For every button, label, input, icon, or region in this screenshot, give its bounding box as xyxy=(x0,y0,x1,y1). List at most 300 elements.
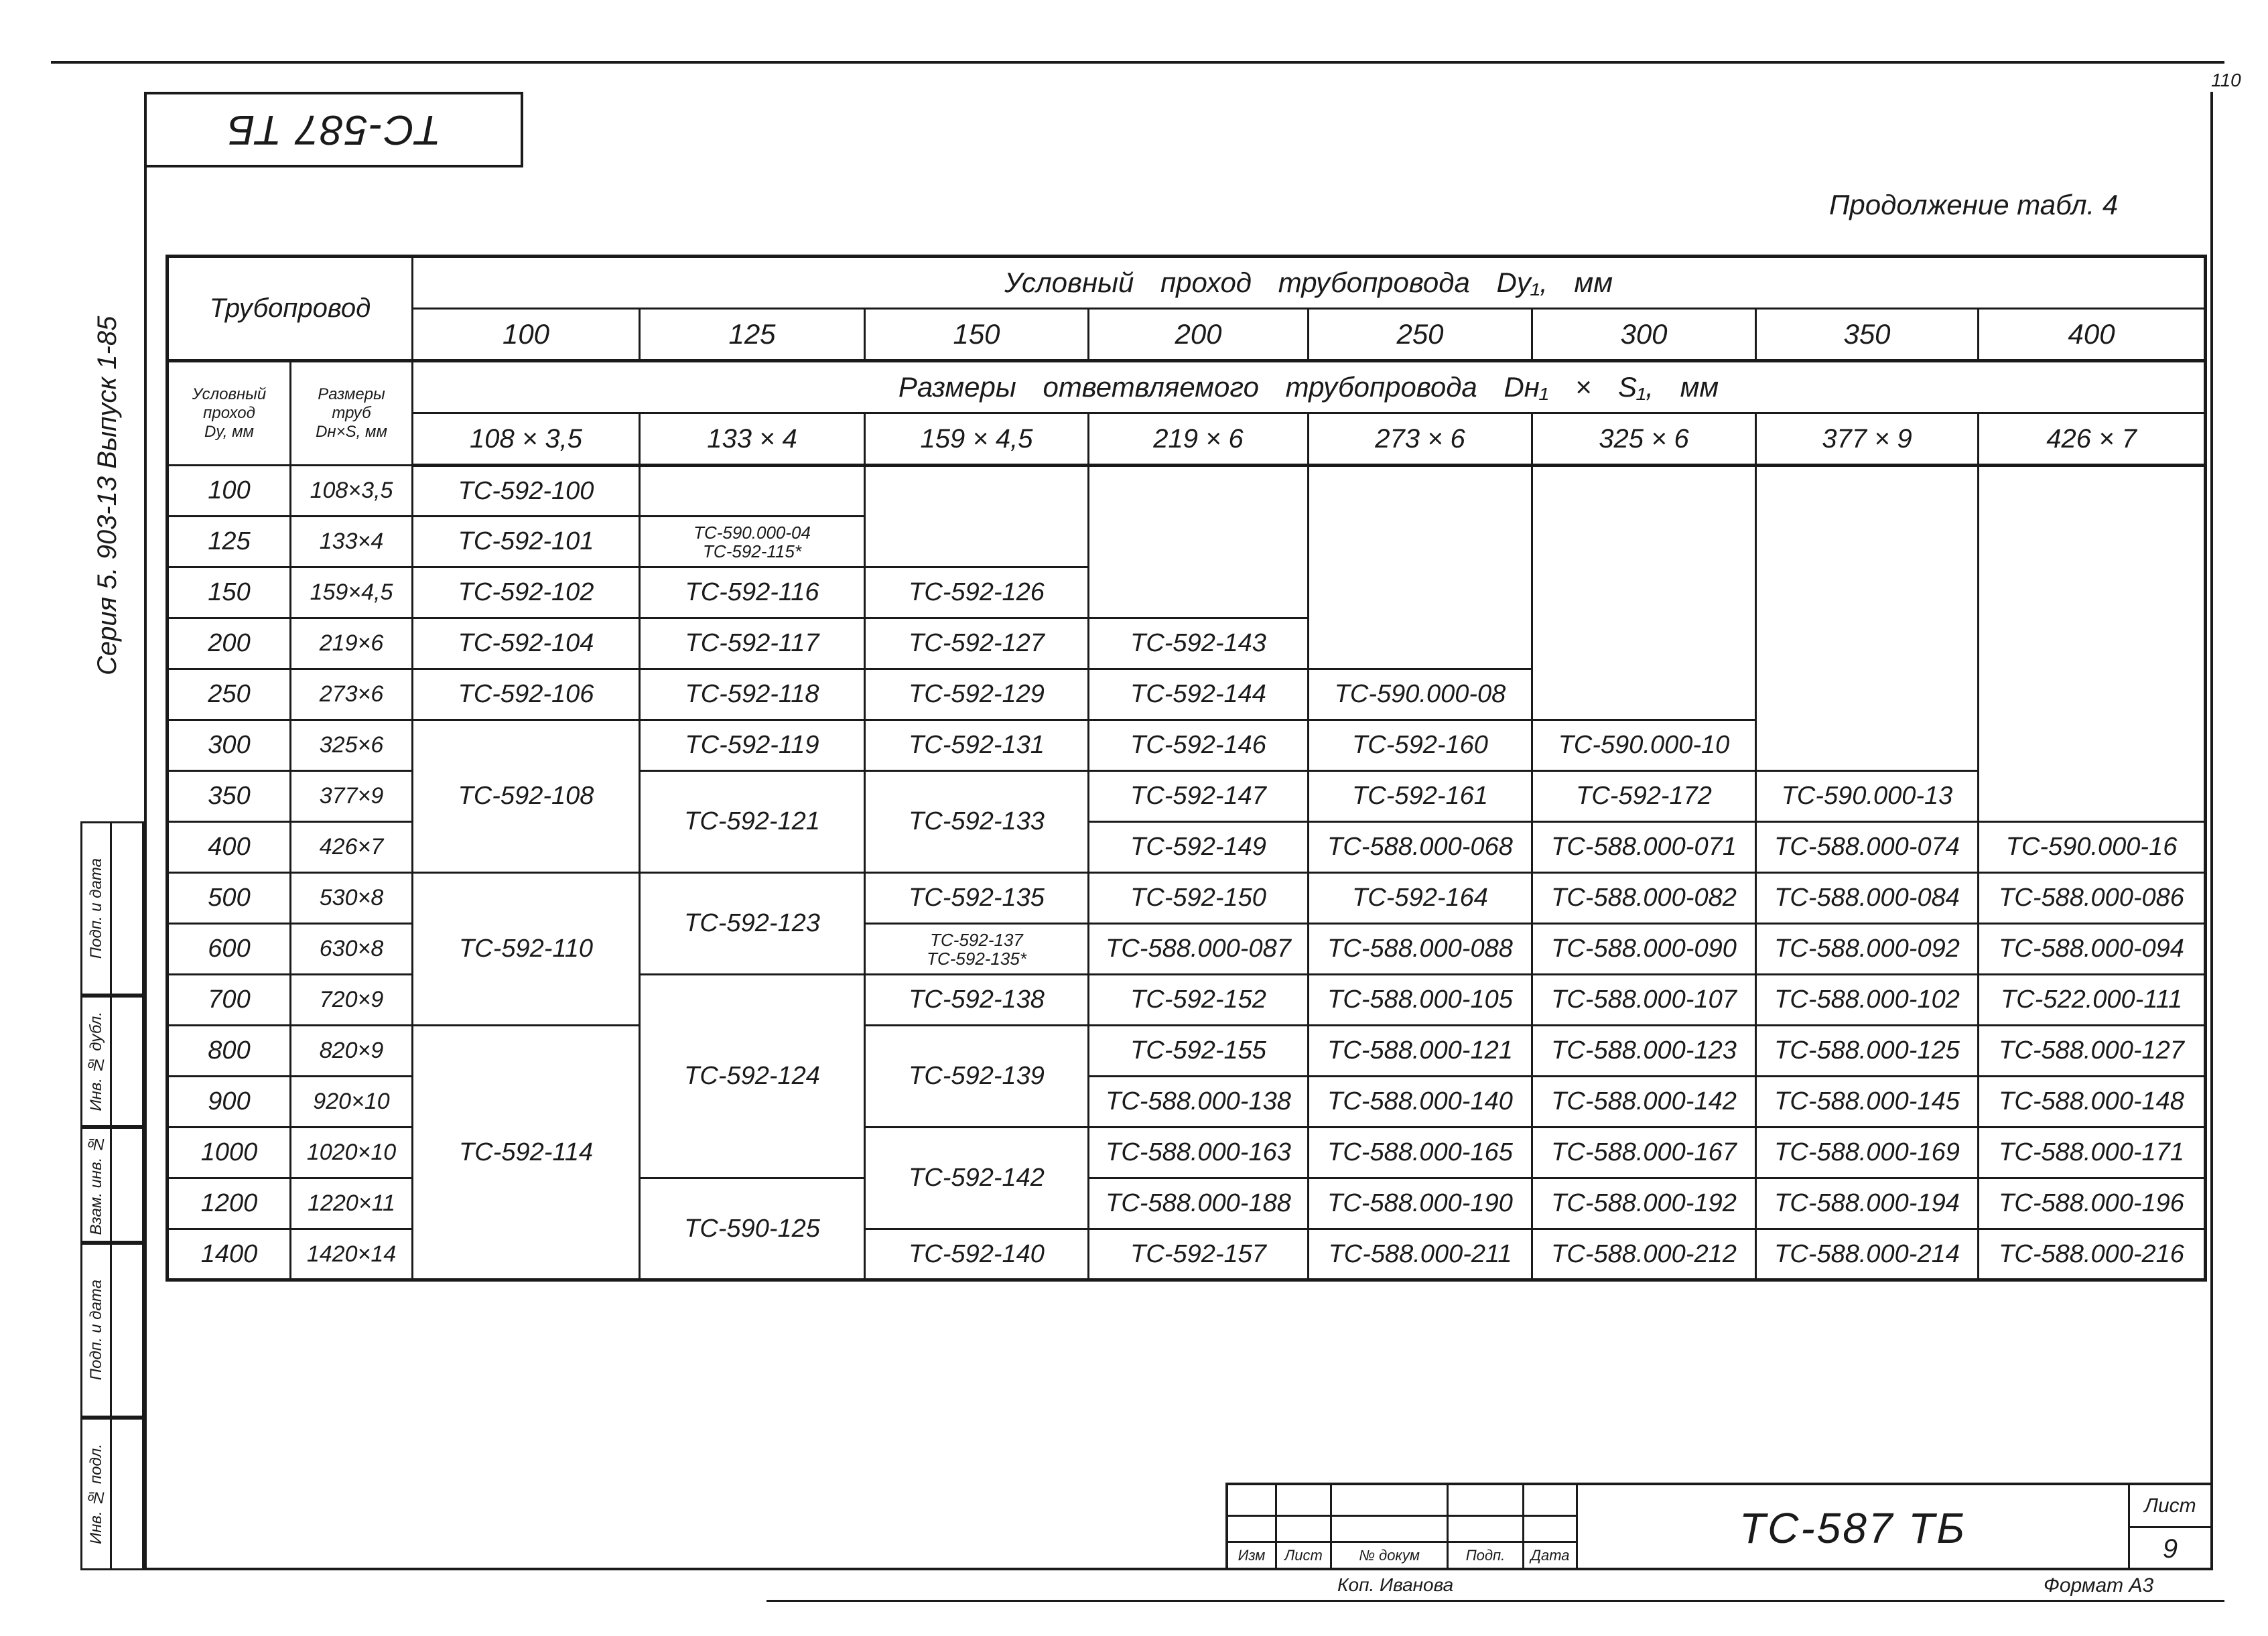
branch-part-number: ТС-588.000-142 xyxy=(1551,1087,1737,1115)
branch-cell xyxy=(640,975,865,1178)
branch-part-number: ТС-522.000-111 xyxy=(2001,985,2183,1014)
branch-cell xyxy=(1979,1229,2206,1280)
branch-part-number: ТС-592-119 xyxy=(685,731,819,759)
branch-cell xyxy=(1309,1077,1532,1128)
branch-part-number: ТС-592-172 xyxy=(1576,782,1712,810)
row-bore-cell xyxy=(168,1178,291,1229)
branch-part-number: ТС-588.000-194 xyxy=(1774,1189,1960,1217)
branch-cell xyxy=(1532,924,1756,975)
corner-sheet-number: 110 xyxy=(2211,70,2241,90)
row-size-value: 720×9 xyxy=(319,987,384,1012)
branch-part-number: ТС-592-126 xyxy=(909,578,1045,606)
table-body xyxy=(168,466,2206,1280)
row-bore-label-line: Условный xyxy=(192,385,267,403)
branch-cell xyxy=(865,618,1089,669)
branch-cell xyxy=(640,517,865,567)
branch-cell xyxy=(413,873,640,1026)
branch-cell xyxy=(1089,924,1309,975)
branch-cell xyxy=(1532,1128,1756,1178)
branch-part-number: ТС-592-100 xyxy=(458,476,594,505)
row-size-cell xyxy=(291,822,413,873)
branch-part-number: ТС-592-138 xyxy=(909,985,1045,1014)
branch-part-number: ТС-592-160 xyxy=(1352,731,1488,759)
branch-cell xyxy=(413,669,640,720)
branch-size-header: 426 × 7 xyxy=(1979,413,2206,466)
branch-size-header: 377 × 9 xyxy=(1756,413,1979,466)
branch-part-number: ТС-588.000-105 xyxy=(1327,985,1513,1014)
branch-cell xyxy=(1979,1026,2206,1077)
document-number-header: № докум xyxy=(1359,1547,1420,1564)
branch-part-number: ТС-592-135* xyxy=(927,948,1026,969)
branch-part-number: ТС-592-146 xyxy=(1130,731,1266,759)
empty-cell xyxy=(865,466,1089,567)
row-size-value: 325×6 xyxy=(319,732,384,758)
row-bore-cell xyxy=(168,1128,291,1178)
branch-spec-table xyxy=(165,255,2207,1282)
row-size-value: 630×8 xyxy=(319,936,384,961)
branch-part-number: ТС-588.000-102 xyxy=(1774,985,1960,1014)
branch-cell xyxy=(1532,975,1756,1026)
row-bore-value: 250 xyxy=(208,680,251,708)
row-size-value: 273×6 xyxy=(319,681,384,707)
row-bore-cell xyxy=(168,1077,291,1128)
branch-size-header: 219 × 6 xyxy=(1089,413,1309,466)
branch-bore-header: 125 xyxy=(640,309,865,361)
drawing-code: ТС-587 ТБ xyxy=(1739,1503,1966,1552)
row-size-value: 159×4,5 xyxy=(310,580,393,605)
branch-part-number: ТС-588.000-121 xyxy=(1327,1036,1513,1065)
branch-part-number: ТС-592-131 xyxy=(909,731,1045,759)
branch-part-number: ТС-590.000-16 xyxy=(2005,833,2178,861)
row-size-value: 219×6 xyxy=(319,630,384,656)
row-bore-cell xyxy=(168,822,291,873)
branch-size-header: 325 × 6 xyxy=(1532,413,1756,466)
empty-cell xyxy=(1309,466,1532,669)
branch-part-number: ТС-588.000-127 xyxy=(1999,1036,2184,1065)
table-continuation-label: Продолжение табл. 4 xyxy=(1829,189,2119,220)
branch-part-number: ТС-588.000-125 xyxy=(1774,1036,1960,1065)
branch-cell xyxy=(1089,771,1309,822)
branch-cell xyxy=(1532,1077,1756,1128)
row-size-cell xyxy=(291,618,413,669)
row-bore-value: 1000 xyxy=(200,1138,258,1166)
branch-part-number: ТС-592-155 xyxy=(1130,1036,1266,1065)
date-header: Дата xyxy=(1530,1547,1570,1564)
branch-cell xyxy=(640,771,865,873)
row-bore-value: 900 xyxy=(208,1087,251,1115)
row-size-cell xyxy=(291,1178,413,1229)
top-code-text: ТС-587 ТБ xyxy=(226,107,442,153)
branch-part-number: ТС-588.000-084 xyxy=(1774,884,1960,912)
branch-cell xyxy=(865,975,1089,1026)
nominal-bore-title-cell xyxy=(413,257,2206,309)
sheet-label: Лист xyxy=(2144,1494,2196,1517)
branch-part-number: ТС-590-125 xyxy=(684,1214,820,1243)
row-size-label-line: труб xyxy=(332,404,371,422)
row-size-value: 1220×11 xyxy=(308,1190,395,1216)
branch-part-number: ТС-588.000-086 xyxy=(1999,884,2184,912)
branch-cell xyxy=(1756,975,1979,1026)
branch-part-number: ТС-590.000-10 xyxy=(1558,731,1730,759)
empty-cell xyxy=(1532,466,1756,720)
branch-part-number: ТС-592-164 xyxy=(1352,884,1488,912)
branch-cell xyxy=(1979,1077,2206,1128)
branch-part-number: ТС-592-102 xyxy=(458,578,594,606)
branch-part-number: ТС-590.000-13 xyxy=(1781,782,1953,810)
branch-cell xyxy=(1979,1178,2206,1229)
branch-part-number: ТС-592-124 xyxy=(684,1062,820,1090)
branch-cell xyxy=(1309,975,1532,1026)
branch-part-number: ТС-592-133 xyxy=(909,807,1045,835)
branch-part-number: ТС-588.000-167 xyxy=(1551,1138,1737,1166)
branch-part-number: ТС-592-104 xyxy=(458,629,594,657)
branch-part-number: ТС-588.000-092 xyxy=(1774,935,1960,963)
branch-part-number: ТС-588.000-190 xyxy=(1327,1189,1513,1217)
branch-cell xyxy=(1756,771,1979,822)
branch-part-number: ТС-588.000-165 xyxy=(1327,1138,1513,1166)
top-code-box xyxy=(144,92,523,167)
branch-cell xyxy=(1089,1077,1309,1128)
branch-cell xyxy=(1309,1229,1532,1280)
branch-part-number: ТС-592-147 xyxy=(1130,782,1266,810)
branch-cell xyxy=(1756,1026,1979,1077)
branch-part-number: ТС-592-139 xyxy=(909,1062,1045,1090)
branch-cell xyxy=(1309,771,1532,822)
pipeline-header-cell xyxy=(168,257,413,361)
branch-bore-header: 300 xyxy=(1532,309,1756,361)
branch-cell xyxy=(865,567,1089,618)
branch-cell xyxy=(413,517,640,567)
branch-cell xyxy=(1309,1178,1532,1229)
row-size-cell xyxy=(291,517,413,567)
branch-part-number: ТС-592-101 xyxy=(458,527,594,555)
row-size-label-line: Dн×S, мм xyxy=(316,423,387,441)
signature-header: Подп. xyxy=(1465,1547,1506,1564)
branch-part-number: ТС-588.000-138 xyxy=(1106,1087,1291,1115)
side-stamp-label: Взам. инв. № xyxy=(86,1134,105,1235)
branch-size-header: 273 × 6 xyxy=(1309,413,1532,466)
row-bore-value: 125 xyxy=(208,527,251,555)
branch-cell xyxy=(1532,822,1756,873)
branch-cell xyxy=(1532,873,1756,924)
side-stamp-cell xyxy=(80,1243,144,1418)
side-stamp-label: Подп. и дата xyxy=(86,858,105,959)
revision-header: Изм xyxy=(1238,1547,1266,1564)
branch-part-number: ТС-592-129 xyxy=(909,680,1045,708)
branch-part-number: ТС-592-140 xyxy=(909,1239,1045,1268)
title-block xyxy=(1225,1483,2213,1570)
branch-cell xyxy=(1309,1128,1532,1178)
branch-part-number: ТС-588.000-088 xyxy=(1327,935,1513,963)
row-size-value: 108×3,5 xyxy=(310,478,393,503)
empty-cell xyxy=(1756,466,1979,771)
branch-part-number: ТС-588.000-163 xyxy=(1106,1138,1291,1166)
row-bore-value: 700 xyxy=(208,985,251,1014)
row-bore-label-line: проход xyxy=(203,404,255,422)
branch-part-number: ТС-588.000-148 xyxy=(1999,1087,2184,1115)
branch-cell xyxy=(1756,822,1979,873)
branch-part-number: ТС-592-127 xyxy=(909,629,1045,657)
header-row xyxy=(168,257,2206,309)
branch-part-number: ТС-592-150 xyxy=(1130,884,1266,912)
branch-bore-header: 400 xyxy=(1979,309,2206,361)
branch-part-number: ТС-588.000-212 xyxy=(1551,1239,1737,1268)
branch-part-number: ТС-588.000-071 xyxy=(1551,833,1737,861)
branch-part-number: ТС-588.000-082 xyxy=(1551,884,1737,912)
branch-part-number: ТС-588.000-140 xyxy=(1327,1087,1513,1115)
branch-part-number: ТС-588.000-074 xyxy=(1774,833,1960,861)
branch-cell xyxy=(1089,975,1309,1026)
row-size-header-cell xyxy=(291,361,413,466)
branch-part-number: ТС-592-123 xyxy=(684,909,820,937)
branch-cell xyxy=(1309,1026,1532,1077)
branch-part-number: ТС-588.000-216 xyxy=(1999,1239,2184,1268)
side-stamp-cell xyxy=(80,821,144,996)
branch-part-number: ТС-588.000-214 xyxy=(1774,1239,1960,1268)
branch-bore-header: 100 xyxy=(413,309,640,361)
row-bore-value: 350 xyxy=(208,782,251,810)
row-size-cell xyxy=(291,924,413,975)
row-bore-label-line: Dу, мм xyxy=(204,423,254,441)
side-stamp-label-box xyxy=(82,998,112,1125)
branch-bore-header: 200 xyxy=(1089,309,1309,361)
row-size-cell xyxy=(291,466,413,517)
branch-cell xyxy=(1756,1229,1979,1280)
nominal-bore-title: Условный проход трубопровода Dу₁, мм xyxy=(1004,267,1613,298)
branch-cell xyxy=(1309,924,1532,975)
row-size-cell xyxy=(291,1128,413,1178)
branch-size-title-cell xyxy=(413,361,2206,413)
branch-part-number: ТС-592-106 xyxy=(458,680,594,708)
row-bore-value: 1200 xyxy=(200,1189,258,1217)
branch-cell xyxy=(1756,924,1979,975)
side-stamp-label-box xyxy=(82,1129,112,1241)
branch-part-number: ТС-592-115* xyxy=(703,541,801,561)
branch-cell xyxy=(1309,822,1532,873)
empty-cell xyxy=(640,466,865,517)
branch-part-number: ТС-592-142 xyxy=(909,1164,1045,1192)
branch-cell xyxy=(1089,873,1309,924)
row-size-value: 133×4 xyxy=(319,529,384,554)
row-size-value: 920×10 xyxy=(313,1089,390,1114)
branch-cell xyxy=(1089,669,1309,720)
header-row xyxy=(168,413,2206,466)
row-bore-cell xyxy=(168,873,291,924)
row-bore-cell xyxy=(168,618,291,669)
row-bore-cell xyxy=(168,1026,291,1077)
branch-part-number: ТС-592-108 xyxy=(458,782,594,810)
branch-cell xyxy=(1089,1229,1309,1280)
branch-cell xyxy=(865,669,1089,720)
branch-cell xyxy=(413,466,640,517)
row-size-value: 426×7 xyxy=(319,834,384,860)
branch-part-number: ТС-588.000-211 xyxy=(1328,1239,1512,1268)
row-bore-value: 500 xyxy=(208,884,251,912)
branch-part-number: ТС-592-149 xyxy=(1130,833,1266,861)
branch-cell xyxy=(413,567,640,618)
row-size-cell xyxy=(291,1026,413,1077)
table-row xyxy=(168,873,2206,924)
branch-cell xyxy=(640,618,865,669)
branch-cell xyxy=(865,924,1089,975)
row-bore-cell xyxy=(168,924,291,975)
row-size-cell xyxy=(291,567,413,618)
branch-part-number: ТС-592-116 xyxy=(685,578,819,606)
branch-part-number: ТС-588.000-188 xyxy=(1106,1189,1291,1217)
header-row xyxy=(168,361,2206,413)
branch-part-number: ТС-592-110 xyxy=(459,935,593,963)
branch-cell xyxy=(1309,669,1532,720)
branch-cell xyxy=(1309,720,1532,771)
branch-part-number: ТС-592-117 xyxy=(685,629,819,657)
row-size-cell xyxy=(291,1077,413,1128)
branch-part-number: ТС-592-143 xyxy=(1130,629,1266,657)
branch-cell xyxy=(865,1128,1089,1229)
row-size-value: 820×9 xyxy=(319,1038,384,1063)
branch-part-number: ТС-592-135 xyxy=(909,884,1045,912)
branch-cell xyxy=(1089,1178,1309,1229)
branch-part-number: ТС-588.000-169 xyxy=(1774,1138,1960,1166)
branch-cell xyxy=(1756,1178,1979,1229)
row-size-cell xyxy=(291,1229,413,1280)
row-size-value: 530×8 xyxy=(319,885,384,910)
branch-cell xyxy=(1089,720,1309,771)
branch-cell xyxy=(1532,720,1756,771)
branch-cell xyxy=(865,771,1089,873)
row-size-cell xyxy=(291,720,413,771)
branch-cell xyxy=(1979,1128,2206,1178)
row-size-cell xyxy=(291,975,413,1026)
row-bore-value: 150 xyxy=(208,578,251,606)
branch-bore-header: 250 xyxy=(1309,309,1532,361)
pipeline-label: Трубопровод xyxy=(209,293,371,323)
branch-size-header: 159 × 4,5 xyxy=(865,413,1089,466)
header-row xyxy=(168,309,2206,361)
branch-cell xyxy=(1089,822,1309,873)
branch-cell xyxy=(640,567,865,618)
branch-cell xyxy=(413,1026,640,1280)
row-bore-cell xyxy=(168,975,291,1026)
side-stamp-label: Инв. № подл. xyxy=(86,1444,105,1544)
branch-part-number: ТС-592-137 xyxy=(930,929,1023,950)
branch-cell xyxy=(1309,873,1532,924)
row-bore-value: 100 xyxy=(208,476,251,504)
branch-part-number: ТС-588.000-087 xyxy=(1106,935,1291,963)
row-bore-cell xyxy=(168,1229,291,1280)
branch-cell xyxy=(1532,771,1756,822)
branch-bore-header: 350 xyxy=(1756,309,1979,361)
row-size-value: 377×9 xyxy=(319,783,384,809)
side-stamp-cell xyxy=(80,1418,144,1570)
branch-part-number: ТС-588.000-196 xyxy=(1999,1189,2184,1217)
branch-cell xyxy=(1979,975,2206,1026)
branch-cell xyxy=(640,669,865,720)
side-stamp-label-box xyxy=(82,823,112,994)
row-bore-cell xyxy=(168,517,291,567)
row-bore-value: 200 xyxy=(208,629,251,657)
branch-cell xyxy=(1089,1026,1309,1077)
row-size-cell xyxy=(291,771,413,822)
branch-part-number: ТС-588.000-094 xyxy=(1999,935,2184,963)
branch-part-number: ТС-592-114 xyxy=(459,1138,593,1166)
side-stamp-label-box xyxy=(82,1245,112,1416)
empty-cell xyxy=(1979,466,2206,822)
side-stamp-cell xyxy=(80,996,144,1127)
branch-cell xyxy=(1756,1128,1979,1178)
row-bore-value: 1400 xyxy=(200,1239,258,1268)
branch-part-number: ТС-590.000-04 xyxy=(693,522,811,543)
branch-size-header: 133 × 4 xyxy=(640,413,865,466)
branch-part-number: ТС-592-144 xyxy=(1130,680,1266,708)
row-bore-value: 300 xyxy=(208,731,251,759)
sheet-header: Лист xyxy=(1284,1547,1323,1564)
branch-part-number: ТС-592-121 xyxy=(684,807,820,835)
series-label: Серия 5. 903-13 Выпуск 1-85 xyxy=(92,316,122,676)
copied-by-label: Коп. Иванова xyxy=(1337,1574,1454,1595)
row-bore-cell xyxy=(168,567,291,618)
branch-cell xyxy=(865,1026,1089,1128)
branch-cell xyxy=(1979,822,2206,873)
branch-size-title: Размеры ответвляемого трубопровода Dн₁ × S₁, мм xyxy=(898,371,1719,403)
branch-cell xyxy=(413,618,640,669)
row-bore-cell xyxy=(168,466,291,517)
branch-cell xyxy=(865,720,1089,771)
row-bore-cell xyxy=(168,771,291,822)
branch-cell xyxy=(1756,1077,1979,1128)
branch-cell xyxy=(640,873,865,975)
row-bore-cell xyxy=(168,720,291,771)
sheet-number: 9 xyxy=(2162,1534,2178,1564)
side-stamp-label: Инв. № дубл. xyxy=(86,1011,105,1111)
row-bore-value: 600 xyxy=(208,935,251,963)
row-bore-value: 800 xyxy=(208,1036,251,1065)
branch-cell xyxy=(1532,1178,1756,1229)
branch-part-number: ТС-588.000-123 xyxy=(1551,1036,1737,1065)
branch-cell xyxy=(865,873,1089,924)
branch-part-number: ТС-592-161 xyxy=(1352,782,1488,810)
row-bore-cell xyxy=(168,669,291,720)
branch-cell xyxy=(1979,924,2206,975)
branch-part-number: ТС-592-152 xyxy=(1130,985,1266,1014)
branch-cell xyxy=(1979,873,2206,924)
branch-bore-header: 150 xyxy=(865,309,1089,361)
row-size-label-line: Размеры xyxy=(318,385,385,403)
branch-cell xyxy=(413,720,640,873)
branch-cell xyxy=(1089,1128,1309,1178)
side-stamp-cell xyxy=(80,1127,144,1243)
branch-part-number: ТС-588.000-145 xyxy=(1774,1087,1960,1115)
bottom-rule-line xyxy=(766,1600,2224,1602)
table-row xyxy=(168,1026,2206,1077)
branch-part-number: ТС-588.000-192 xyxy=(1551,1189,1737,1217)
branch-part-number: ТС-588.000-171 xyxy=(1999,1138,2184,1166)
side-stamp-label: Подп. и дата xyxy=(86,1280,105,1381)
row-bore-value: 400 xyxy=(208,833,251,861)
side-stamp-label-box xyxy=(82,1420,112,1568)
branch-cell xyxy=(640,720,865,771)
branch-cell xyxy=(865,1229,1089,1280)
branch-part-number: ТС-588.000-068 xyxy=(1327,833,1513,861)
branch-cell xyxy=(640,1178,865,1280)
branch-part-number: ТС-592-157 xyxy=(1130,1239,1266,1268)
table-row xyxy=(168,466,2206,517)
branch-part-number: ТС-590.000-08 xyxy=(1334,680,1506,708)
row-size-cell xyxy=(291,873,413,924)
branch-part-number: ТС-592-118 xyxy=(685,680,819,708)
branch-size-header: 108 × 3,5 xyxy=(413,413,640,466)
branch-cell xyxy=(1089,618,1309,669)
branch-part-number: ТС-588.000-107 xyxy=(1551,985,1737,1014)
